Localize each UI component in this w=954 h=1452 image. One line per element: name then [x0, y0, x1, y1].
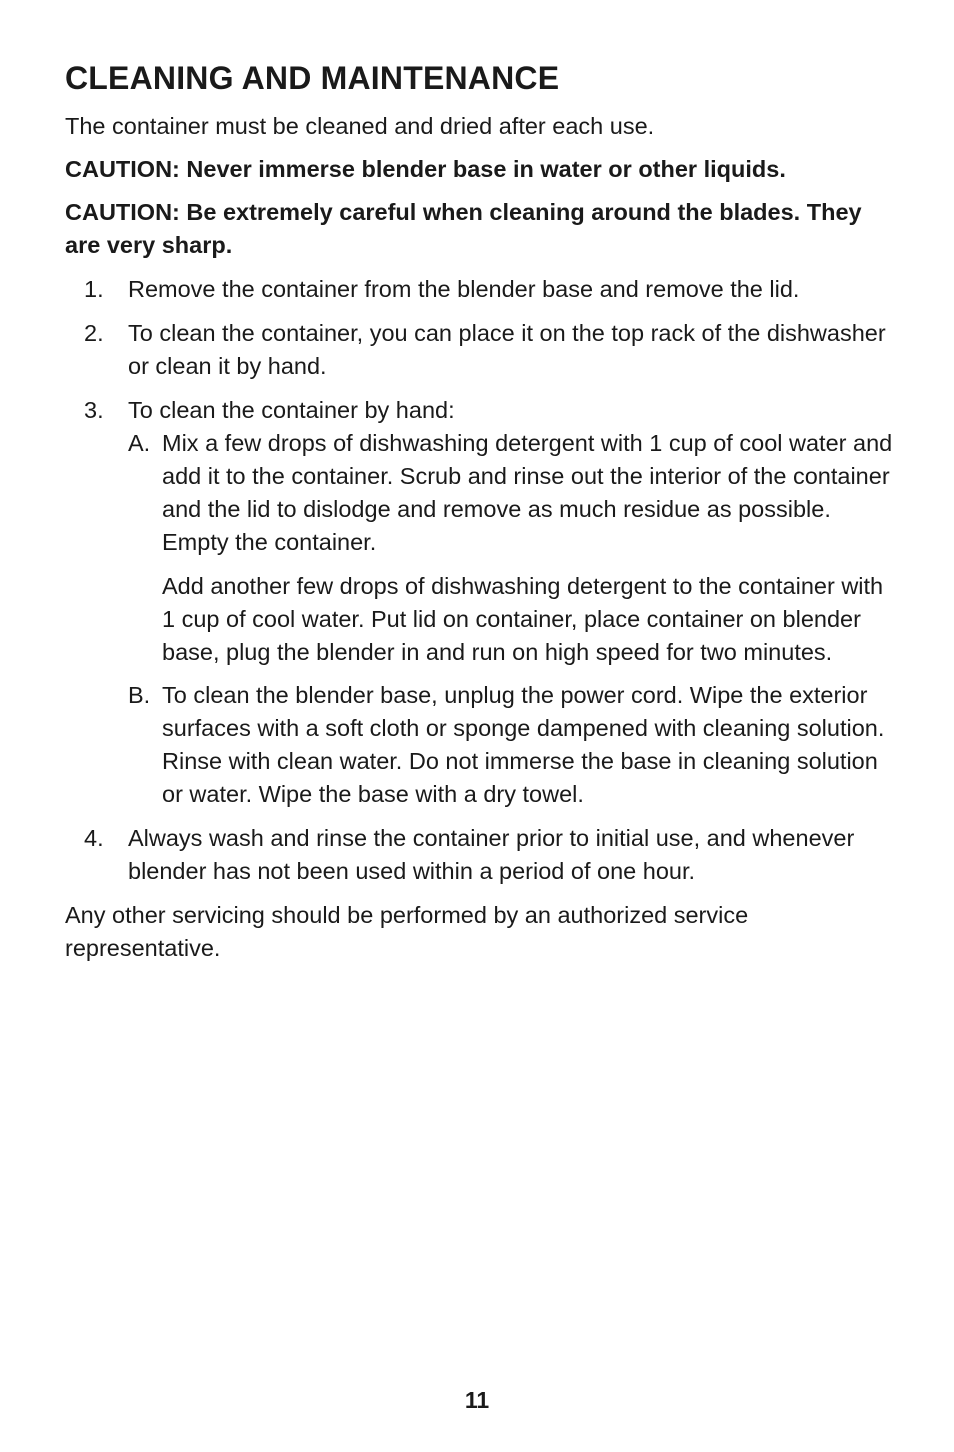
substep-text: To clean the blender base, unplug the power cord. Wipe the exterior surfaces with a soft cloth or sponge dampened with cleaning solution. Rinse with clean water. Do not immerse the base in cleaning solution or water. Wipe the base with a dry towel. — [162, 682, 885, 807]
step-text: To clean the container, you can place it on the top rack of the dishwasher or clean it by hand. — [128, 320, 886, 379]
step-3 — [65, 394, 895, 811]
intro-paragraph: The container must be cleaned and dried after each use. — [65, 113, 655, 139]
step-number: 2. — [84, 320, 104, 346]
step-number: 1. — [84, 276, 104, 302]
substep-letter: A. — [128, 430, 151, 456]
caution-blades: CAUTION: Be extremely careful when cleaning around the blades. They are very sharp. — [65, 199, 862, 258]
step-text: Always wash and rinse the container prior to initial use, and whenever blender has not been used within a period of one hour. — [128, 825, 855, 884]
page-number: 11 — [464, 1387, 490, 1413]
substep-letter: B. — [128, 682, 151, 708]
cleaning-steps-list — [65, 273, 895, 888]
step-number: 4. — [84, 825, 104, 851]
step-text: To clean the container by hand: — [128, 397, 455, 423]
substep-a — [128, 427, 895, 669]
step-number: 3. — [84, 397, 104, 423]
step-1 — [65, 273, 895, 306]
outro-paragraph: Any other servicing should be performed by an authorized service representative. — [65, 902, 749, 961]
step-text: Remove the container from the blender base and remove the lid. — [128, 276, 800, 302]
step-2 — [65, 317, 895, 383]
section-title: CLEANING AND MAINTENANCE — [65, 60, 560, 96]
step-4 — [65, 822, 895, 888]
caution-immerse: CAUTION: Never immerse blender base in water or other liquids. — [65, 156, 786, 182]
manual-page — [65, 58, 895, 965]
substep-text: Mix a few drops of dishwashing detergent with 1 cup of cool water and add it to the container. Scrub and rinse out the interior of the container and the lid to dislodge and remove as much residue as possible. Empty the container. — [162, 430, 893, 555]
substep-extra-text: Add another few drops of dishwashing detergent to the container with 1 cup of cool water. Put lid on container, place container on blender base, plug the blender in and run on high speed for two minutes. — [162, 573, 884, 665]
substep-b — [128, 679, 895, 811]
